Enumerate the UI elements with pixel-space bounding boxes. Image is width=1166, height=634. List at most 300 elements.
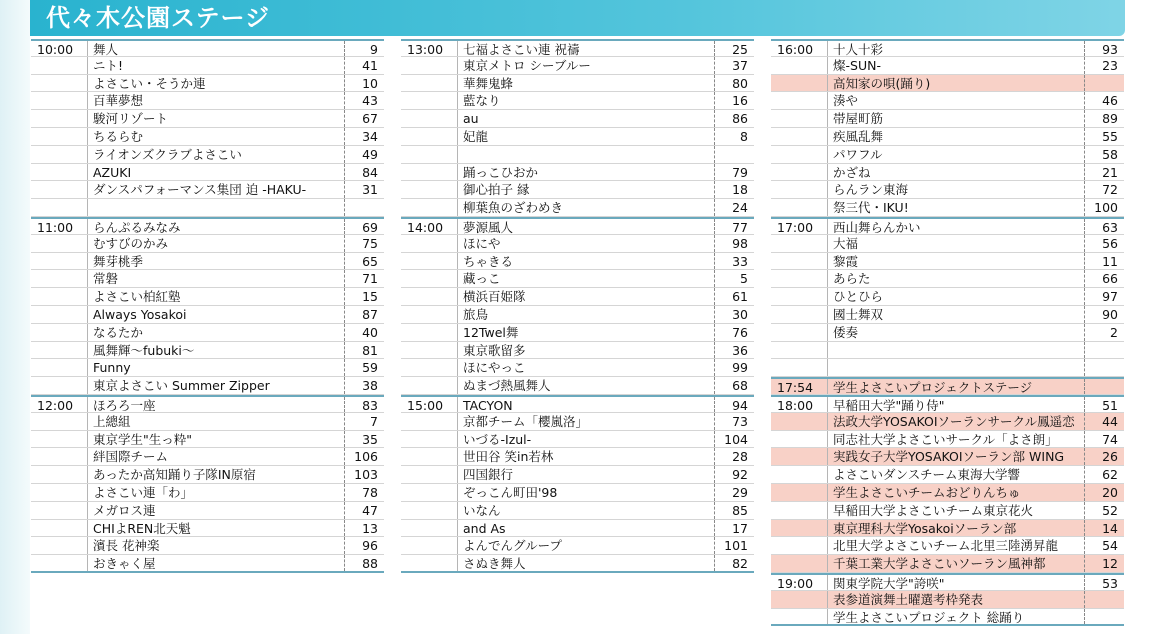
team-number: 71 [362,271,378,287]
column-divider [457,270,458,287]
column-divider [457,431,458,448]
team-number: 75 [362,235,378,251]
dashed-divider [1084,502,1085,519]
dashed-divider [714,75,715,92]
team-number: 99 [732,360,748,376]
team-name: 柳葉魚のざわめき [463,200,564,216]
background-strip [0,0,30,634]
time-slot: 18:00 [777,397,814,413]
column-divider [827,575,828,590]
team-name: ほろろ一座 [93,397,156,413]
team-number: 90 [1102,306,1118,322]
schedule-row [401,92,754,110]
team-name: ニト! [93,57,124,73]
dashed-divider [1084,448,1085,465]
dashed-divider [714,306,715,323]
schedule-row [31,537,384,555]
team-name: CHIよREN北天魁 [93,520,191,536]
team-name: 実践女子大学YOSAKOIソーラン部 WING [833,449,1065,465]
schedule-row [31,217,384,235]
dashed-divider [344,377,345,394]
schedule-row [31,288,384,306]
team-name: 百華夢想 [93,93,144,109]
team-number: 80 [732,75,748,91]
column-divider [87,181,88,198]
team-number: 24 [732,200,748,216]
time-slot: 12:00 [37,397,74,413]
schedule-row [31,431,384,449]
column-divider [87,431,88,448]
dashed-divider [344,235,345,252]
team-name: 駿河リゾート [93,111,169,127]
column-divider [87,288,88,305]
team-number: 5 [740,271,748,287]
schedule-row [31,484,384,502]
schedule-row [771,484,1124,502]
team-name: 東京学生"生っ粋" [93,431,192,447]
column-divider [457,466,458,483]
time-slot: 11:00 [37,219,74,235]
schedule-row [771,520,1124,538]
column-divider [827,253,828,270]
team-name: ぬまづ熱風舞人 [463,378,551,394]
schedule-row [401,164,754,182]
dashed-divider [1084,57,1085,74]
team-number: 106 [354,449,378,465]
team-number: 21 [1102,164,1118,180]
dashed-divider [344,270,345,287]
schedule-row [31,342,384,360]
dashed-divider [1084,253,1085,270]
dashed-divider [344,57,345,74]
schedule-row [31,164,384,182]
dashed-divider [1084,359,1085,376]
dashed-divider [344,431,345,448]
schedule-row [771,75,1124,93]
column-divider [827,397,828,412]
column-divider [87,41,88,56]
team-name: 夢源風人 [463,219,514,235]
team-number: 93 [1102,42,1118,57]
team-name: 七福よさこい連 祝禱 [463,42,580,57]
schedule-row [31,359,384,377]
column-divider [827,235,828,252]
team-name: 十人十彩 [833,42,884,57]
team-name: ちゃきる [463,253,514,269]
dashed-divider [344,164,345,181]
team-number: 67 [362,111,378,127]
schedule-row [771,217,1124,235]
team-name: 学生よさこいプロジェクトステージ [833,380,1033,396]
team-name: Funny [93,360,131,376]
time-slot: 19:00 [777,575,814,591]
team-name: ほにや [463,235,501,251]
column-divider [827,57,828,74]
team-number: 51 [1102,397,1118,413]
team-name: ほにやっこ [463,360,526,376]
team-number: 34 [362,128,378,144]
team-name: 國士舞双 [833,306,884,322]
dashed-divider [1084,92,1085,109]
dashed-divider [714,92,715,109]
dashed-divider [1084,555,1085,572]
team-name: おきゃく屋 [93,556,156,572]
team-name: ぞっこん町田'98 [463,484,558,500]
team-name: 東京よさこい Summer Zipper [93,378,270,394]
team-number: 12 [1102,556,1118,572]
schedule-row [401,359,754,377]
dashed-divider [1084,146,1085,163]
column-divider [827,466,828,483]
dashed-divider [1084,466,1085,483]
team-number: 28 [732,449,748,465]
team-name: 早稲田大学"踊り侍" [833,397,945,413]
team-name: Always Yosakoi [93,306,187,322]
dashed-divider [344,484,345,501]
dashed-divider [1084,397,1085,412]
schedule-row [401,270,754,288]
column-divider [827,379,828,394]
dashed-divider [1084,110,1085,127]
schedule-row [401,502,754,520]
column-divider [827,92,828,109]
schedule-row [401,181,754,199]
schedule-row [771,591,1124,609]
column-divider [827,484,828,501]
team-number: 25 [732,42,748,57]
schedule-column-3 [771,39,1124,626]
team-number: 31 [362,182,378,198]
team-name: 東京歌留多 [463,342,526,358]
column-divider [87,219,88,234]
team-number: 97 [1102,289,1118,305]
dashed-divider [344,253,345,270]
dashed-divider [714,324,715,341]
column-divider [87,270,88,287]
column-divider [87,306,88,323]
dashed-divider [1084,219,1085,234]
schedule-row [31,466,384,484]
schedule-row [771,146,1124,164]
team-name: 横浜百姫隊 [463,289,526,305]
schedule-row [31,502,384,520]
column-divider [827,219,828,234]
column-divider [87,253,88,270]
team-name: 濱長 花神楽 [93,538,160,554]
team-name: 北里大学よさこいチーム北里三陸湧昇龍 [833,538,1059,554]
column-divider [87,537,88,554]
team-number: 73 [732,413,748,429]
team-name: 倭奏 [833,324,859,340]
team-number: 10 [362,75,378,91]
team-number: 82 [732,556,748,572]
team-name: 踊っこひおか [463,164,539,180]
column-divider [457,377,458,394]
dashed-divider [344,110,345,127]
team-number: 7 [370,413,378,429]
dashed-divider [714,219,715,234]
dashed-divider [714,537,715,554]
team-number: 68 [732,378,748,394]
dashed-divider [344,555,345,571]
schedule-row [771,270,1124,288]
column-divider [827,306,828,323]
schedule-row [771,235,1124,253]
schedule-row [771,359,1124,377]
team-name: 絆国際チーム [93,449,169,465]
dashed-divider [344,502,345,519]
team-name: 祭三代・IKU! [833,200,909,216]
team-number: 55 [1102,128,1118,144]
dashed-divider [714,199,715,216]
column-divider [457,448,458,465]
schedule-row [771,324,1124,342]
team-name: あらた [833,271,871,287]
column-divider [827,324,828,341]
column-divider [827,413,828,430]
team-number: 8 [740,128,748,144]
team-name: 風舞輝〜fubuki〜 [93,342,195,358]
column-divider [827,555,828,572]
team-name: 京都チーム「櫻嵐洛」 [463,413,589,429]
team-name: 旅鳥 [463,306,489,322]
team-number: 52 [1102,502,1118,518]
column-divider [87,75,88,92]
team-number: 78 [362,484,378,500]
schedule-row [771,164,1124,182]
schedule-row [401,537,754,555]
schedule-row [401,253,754,271]
team-name: ダンスパフォーマンス集団 迫 -HAKU- [93,182,307,198]
time-slot: 16:00 [777,42,814,57]
schedule-row [31,128,384,146]
team-number: 74 [1102,431,1118,447]
team-number: 87 [362,306,378,322]
schedule-row [31,146,384,164]
column-divider [87,235,88,252]
team-number: 103 [354,467,378,483]
team-number: 100 [1094,200,1118,216]
schedule-row [401,199,754,217]
schedule-row [771,288,1124,306]
team-number: 76 [732,324,748,340]
team-name: いなん [463,502,501,518]
dashed-divider [344,128,345,145]
team-number: 88 [362,556,378,572]
team-number: 16 [732,93,748,109]
team-name: au [463,111,479,127]
schedule-row [771,181,1124,199]
team-number: 89 [1102,111,1118,127]
dashed-divider [714,484,715,501]
team-number: 86 [732,111,748,127]
schedule-row [771,573,1124,591]
team-number: 29 [732,484,748,500]
schedule-row [401,128,754,146]
dashed-divider [714,57,715,74]
team-name: 黎霞 [833,253,859,269]
schedule-row [401,288,754,306]
team-name: 四国銀行 [463,467,514,483]
column-divider [457,128,458,145]
team-number: 84 [362,164,378,180]
team-number: 98 [732,235,748,251]
time-slot: 14:00 [407,219,444,235]
dashed-divider [344,306,345,323]
dashed-divider [714,164,715,181]
dashed-divider [1084,520,1085,537]
team-number: 94 [732,397,748,413]
time-slot: 17:00 [777,219,814,235]
team-name: 帯屋町筋 [833,111,884,127]
schedule-row [401,484,754,502]
dashed-divider [1084,164,1085,181]
column-divider [457,181,458,198]
team-name: 華舞鬼蜂 [463,75,514,91]
team-number: 65 [362,253,378,269]
schedule-row [771,609,1124,627]
team-number: 59 [362,360,378,376]
dashed-divider [344,181,345,198]
dashed-divider [1084,128,1085,145]
column-divider [87,359,88,376]
schedule-row [401,377,754,395]
title-bar [30,0,1125,36]
schedule-row [401,217,754,235]
team-number: 35 [362,431,378,447]
team-name: 世田谷 笑in若林 [463,449,554,465]
column-divider [87,502,88,519]
column-divider [457,219,458,234]
team-number: 85 [732,502,748,518]
dashed-divider [714,128,715,145]
dashed-divider [714,377,715,394]
team-number: 18 [732,182,748,198]
team-number: 37 [732,57,748,73]
team-number: 58 [1102,146,1118,162]
column-divider [457,57,458,74]
dashed-divider [344,199,345,216]
schedule-row [401,39,754,57]
team-number: 56 [1102,235,1118,251]
column-divider [457,537,458,554]
page-title: 代々木公園ステージ [46,4,271,32]
dashed-divider [344,324,345,341]
team-name: よんでんグループ [463,538,563,554]
dashed-divider [1084,591,1085,608]
column-divider [457,253,458,270]
dashed-divider [344,466,345,483]
schedule-row [401,342,754,360]
team-number: 30 [732,306,748,322]
schedule-row [771,537,1124,555]
team-number: 61 [732,289,748,305]
column-divider [457,359,458,376]
dashed-divider [714,110,715,127]
dashed-divider [1084,75,1085,92]
team-number: 54 [1102,538,1118,554]
column-divider [87,164,88,181]
column-divider [827,75,828,92]
column-divider [457,555,458,571]
schedule-row [401,413,754,431]
schedule-row [31,520,384,538]
team-number: 47 [362,502,378,518]
column-divider [457,199,458,216]
dashed-divider [714,146,715,163]
team-name: 千葉工業大学よさこいソーラン風神都 [833,556,1046,572]
schedule-row [401,448,754,466]
dashed-divider [714,466,715,483]
column-divider [457,146,458,163]
column-divider [87,413,88,430]
column-divider [827,520,828,537]
schedule-row [771,128,1124,146]
schedule-row [401,235,754,253]
column-divider [457,92,458,109]
schedule-row [771,57,1124,75]
dashed-divider [344,75,345,92]
dashed-divider [1084,575,1085,590]
dashed-divider [1084,609,1085,625]
team-name: 御心拍子 縁 [463,182,530,198]
dashed-divider [1084,306,1085,323]
dashed-divider [344,397,345,412]
team-name: らんぷるみなみ [93,219,181,235]
team-name: 同志社大学よさこいサークル「よさ朗」 [833,431,1058,447]
schedule-row [771,555,1124,573]
column-divider [827,591,828,608]
column-divider [457,484,458,501]
schedule-row [401,555,754,573]
schedule-row [401,395,754,413]
dashed-divider [714,359,715,376]
dashed-divider [1084,288,1085,305]
dashed-divider [714,520,715,537]
dashed-divider [1084,199,1085,216]
column-divider [457,235,458,252]
column-divider [87,128,88,145]
team-name: 湊や [833,93,859,109]
dashed-divider [714,448,715,465]
team-name: 早稲田大学よさこいチーム東京花火 [833,502,1034,518]
team-name: いづる-Izul- [463,431,532,447]
team-number: 38 [362,378,378,394]
dashed-divider [1084,537,1085,554]
team-number: 104 [724,431,748,447]
schedule-row [31,57,384,75]
team-number: 33 [732,253,748,269]
schedule-row [771,110,1124,128]
time-slot: 15:00 [407,397,444,413]
team-name: TACYON [463,397,513,413]
dashed-divider [1084,235,1085,252]
schedule-row [771,448,1124,466]
team-name: 舞人 [93,42,119,57]
column-divider [827,41,828,56]
team-number: 96 [362,538,378,554]
team-number: 20 [1102,484,1118,500]
schedule-row [771,395,1124,413]
schedule-row [31,110,384,128]
team-name: さぬき舞人 [463,556,526,572]
team-name: 上總組 [93,413,131,429]
team-name: 西山舞らんかい [833,219,921,235]
team-number: 46 [1102,93,1118,109]
team-name: らんラン東海 [833,182,909,198]
column-divider [457,520,458,537]
dashed-divider [714,288,715,305]
